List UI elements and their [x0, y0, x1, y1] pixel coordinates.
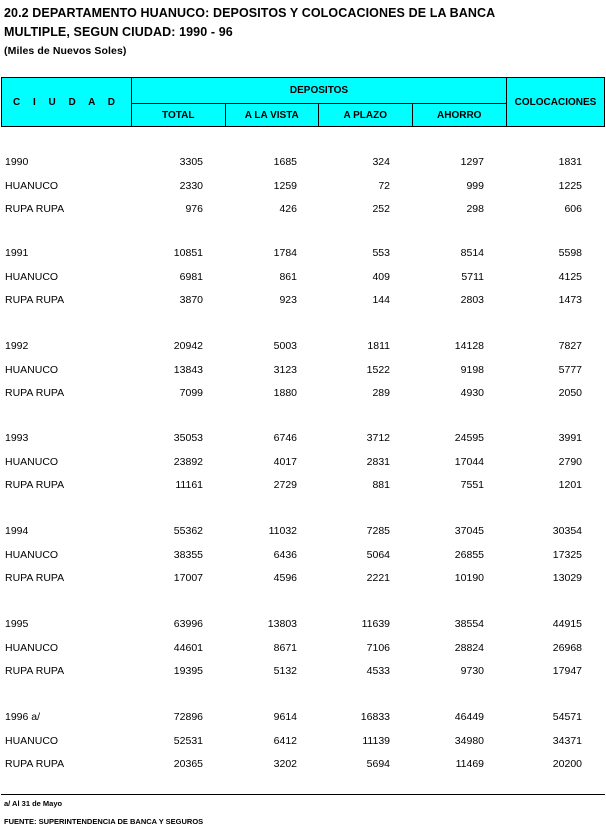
header-ahorro: AHORRO [437, 109, 482, 121]
footnote: a/ Al 31 de Mayo [4, 799, 63, 808]
cell-colocaciones: 4125 [558, 270, 582, 283]
cell-a-plazo: 252 [372, 203, 390, 215]
cell-ahorro: 4930 [460, 387, 484, 399]
cell-a-la-vista: 5132 [273, 665, 297, 677]
row-label: RUPA RUPA [5, 758, 65, 770]
table-row [0, 456, 606, 472]
table-row [0, 387, 606, 403]
cell-a-la-vista: 11032 [268, 525, 297, 537]
cell-colocaciones: 5777 [558, 363, 582, 376]
cell-ahorro: 7551 [460, 479, 484, 491]
row-label: HUANUCO [5, 548, 59, 561]
row-label: HUANUCO [5, 179, 59, 192]
cell-colocaciones: 1225 [558, 179, 582, 192]
row-label: RUPA RUPA [5, 479, 65, 491]
cell-total: 13843 [173, 363, 203, 376]
cell-total: 72896 [173, 711, 203, 723]
cell-a-plazo: 289 [372, 387, 390, 399]
row-label: 1992 [5, 340, 29, 352]
cell-total: 17007 [173, 572, 203, 584]
cell-a-plazo: 553 [372, 247, 390, 259]
cell-total: 10851 [173, 247, 203, 259]
cell-colocaciones: 17325 [552, 548, 582, 561]
table-row [0, 479, 606, 495]
cell-ahorro: 37045 [454, 525, 484, 537]
cell-colocaciones: 17947 [552, 665, 582, 677]
row-label: HUANUCO [5, 363, 59, 376]
cell-ahorro: 8514 [460, 247, 484, 259]
cell-ahorro: 28824 [454, 641, 484, 654]
cell-total: 11161 [175, 479, 203, 491]
cell-a-plazo: 3712 [366, 432, 390, 444]
cell-colocaciones: 5598 [558, 247, 582, 259]
cell-total: 3870 [179, 294, 203, 306]
cell-a-plazo: 2831 [366, 455, 390, 468]
row-label: RUPA RUPA [5, 665, 65, 677]
cell-colocaciones: 26968 [552, 641, 582, 654]
cell-a-la-vista: 9614 [273, 711, 297, 723]
cell-colocaciones: 44915 [552, 618, 582, 630]
cell-colocaciones: 7827 [558, 340, 582, 352]
table-row [0, 758, 606, 774]
cell-total: 20942 [173, 340, 203, 352]
row-label: HUANUCO [5, 641, 59, 654]
table-row [0, 572, 606, 588]
cell-ahorro: 298 [466, 203, 484, 215]
row-label: RUPA RUPA [5, 387, 65, 399]
cell-a-la-vista: 3123 [273, 363, 297, 376]
cell-a-plazo: 7285 [366, 525, 390, 537]
table-title: 20.2 DEPARTAMENTO HUANUCO: DEPOSITOS Y COLOCACIONES DE LA BANCA [4, 6, 496, 20]
source-note: FUENTE: SUPERINTENDENCIA DE BANCA Y SEGUROS [4, 817, 204, 826]
cell-a-plazo: 4533 [366, 665, 390, 677]
table-row [0, 156, 606, 172]
cell-colocaciones: 34371 [552, 734, 582, 747]
table-header [1, 77, 605, 127]
cell-colocaciones: 20200 [552, 758, 582, 770]
row-label: 1994 [5, 525, 29, 537]
table-row [0, 665, 606, 681]
cell-a-plazo: 7106 [366, 641, 390, 654]
header-total: TOTAL [132, 104, 226, 126]
cell-ahorro: 17044 [454, 455, 484, 468]
table-row [0, 180, 606, 196]
cell-a-plazo: 5694 [366, 758, 390, 770]
cell-a-la-vista: 1685 [273, 156, 297, 168]
cell-a-plazo: 881 [372, 479, 390, 491]
cell-a-la-vista: 8671 [273, 641, 297, 654]
cell-ahorro: 38554 [454, 618, 484, 630]
cell-ahorro: 11469 [455, 758, 484, 770]
cell-a-plazo: 11639 [361, 618, 390, 630]
row-label: RUPA RUPA [5, 572, 65, 584]
units-label: (Miles de Nuevos Soles) [4, 45, 127, 57]
cell-a-la-vista: 426 [279, 203, 297, 215]
cell-a-plazo: 16833 [360, 711, 390, 723]
cell-colocaciones: 1831 [558, 156, 582, 168]
cell-ahorro: 34980 [454, 734, 484, 747]
cell-total: 55362 [173, 525, 203, 537]
cell-total: 20365 [173, 758, 203, 770]
cell-total: 63996 [173, 618, 203, 630]
cell-ahorro: 999 [466, 179, 484, 192]
cell-total: 6981 [179, 270, 203, 283]
cell-colocaciones: 1473 [558, 294, 582, 306]
cell-total: 976 [185, 203, 203, 215]
row-label: HUANUCO [5, 270, 59, 283]
cell-a-plazo: 1522 [366, 363, 390, 376]
cell-a-plazo: 5064 [366, 548, 390, 561]
row-label: HUANUCO [5, 734, 59, 747]
cell-a-la-vista: 1259 [273, 179, 297, 192]
table-row [0, 294, 606, 310]
table-row [0, 525, 606, 541]
cell-a-la-vista: 6746 [273, 432, 297, 444]
table-row [0, 642, 606, 658]
cell-total: 2330 [179, 179, 203, 192]
cell-ahorro: 24595 [454, 432, 484, 444]
cell-a-la-vista: 4017 [273, 455, 297, 468]
table-row [0, 203, 606, 219]
cell-total: 44601 [173, 641, 203, 654]
header-colocaciones: COLOCACIONES [506, 78, 604, 126]
cell-ahorro: 46449 [454, 711, 484, 723]
cell-total: 52531 [173, 734, 203, 747]
cell-colocaciones: 2050 [558, 387, 582, 399]
table-row [0, 711, 606, 727]
row-label: RUPA RUPA [5, 294, 65, 306]
cell-colocaciones: 2790 [558, 455, 582, 468]
cell-colocaciones: 54571 [552, 711, 582, 723]
cell-total: 19395 [173, 665, 203, 677]
cell-a-plazo: 2221 [366, 572, 390, 584]
footer-divider [1, 794, 605, 795]
cell-a-plazo: 324 [372, 156, 390, 168]
row-label: 1993 [5, 432, 29, 444]
cell-total: 35053 [173, 432, 203, 444]
row-label: RUPA RUPA [5, 203, 65, 215]
cell-a-plazo: 72 [378, 179, 390, 192]
cell-a-plazo: 11139 [362, 734, 390, 747]
cell-a-la-vista: 4596 [273, 572, 297, 584]
cell-a-la-vista: 2729 [273, 479, 297, 491]
row-label: 1995 [5, 618, 29, 630]
cell-ahorro: 1297 [460, 156, 484, 168]
cell-ahorro: 5711 [461, 270, 484, 283]
cell-ahorro: 26855 [454, 548, 484, 561]
cell-total: 23892 [173, 455, 203, 468]
row-label: 1996 a/ [5, 711, 41, 723]
cell-a-la-vista: 1880 [273, 387, 297, 399]
cell-a-la-vista: 6412 [273, 734, 297, 747]
table-row [0, 432, 606, 448]
cell-ahorro: 2803 [460, 294, 484, 306]
cell-colocaciones: 606 [564, 203, 582, 215]
cell-ahorro: 9730 [460, 665, 484, 677]
cell-a-la-vista: 923 [279, 294, 297, 306]
cell-a-la-vista: 13803 [267, 618, 297, 630]
header-ciudad: C I U D A D [2, 78, 132, 126]
cell-colocaciones: 30354 [552, 525, 582, 537]
table-row [0, 735, 606, 751]
cell-a-plazo: 1811 [367, 340, 390, 352]
row-label: 1990 [5, 156, 29, 168]
header-a-plazo: A PLAZO [319, 104, 413, 126]
table-title-continued: MULTIPLE, SEGUN CIUDAD: 1990 - 96 [4, 25, 233, 39]
cell-a-la-vista: 861 [279, 270, 297, 283]
header-a-la-vista: A LA VISTA [226, 104, 320, 126]
header-depositos: DEPOSITOS [132, 78, 506, 104]
row-label: HUANUCO [5, 455, 59, 468]
table-row [0, 618, 606, 634]
cell-colocaciones: 13029 [552, 572, 582, 584]
cell-total: 3305 [179, 156, 203, 168]
cell-ahorro: 10190 [454, 572, 484, 584]
cell-total: 38355 [173, 548, 203, 561]
table-row [0, 340, 606, 356]
cell-a-la-vista: 3202 [273, 758, 297, 770]
table-row [0, 271, 606, 287]
cell-a-plazo: 144 [372, 294, 390, 306]
cell-a-la-vista: 5003 [273, 340, 297, 352]
table-row [0, 247, 606, 263]
cell-a-plazo: 409 [372, 270, 390, 283]
cell-ahorro: 14128 [454, 340, 484, 352]
table-row [0, 364, 606, 380]
cell-a-la-vista: 1784 [273, 247, 297, 259]
row-label: 1991 [5, 247, 29, 259]
cell-colocaciones: 1201 [558, 479, 582, 491]
table-row [0, 549, 606, 565]
cell-colocaciones: 3991 [558, 432, 582, 444]
cell-a-la-vista: 6436 [273, 548, 297, 561]
cell-ahorro: 9198 [460, 363, 484, 376]
cell-total: 7099 [179, 387, 203, 399]
